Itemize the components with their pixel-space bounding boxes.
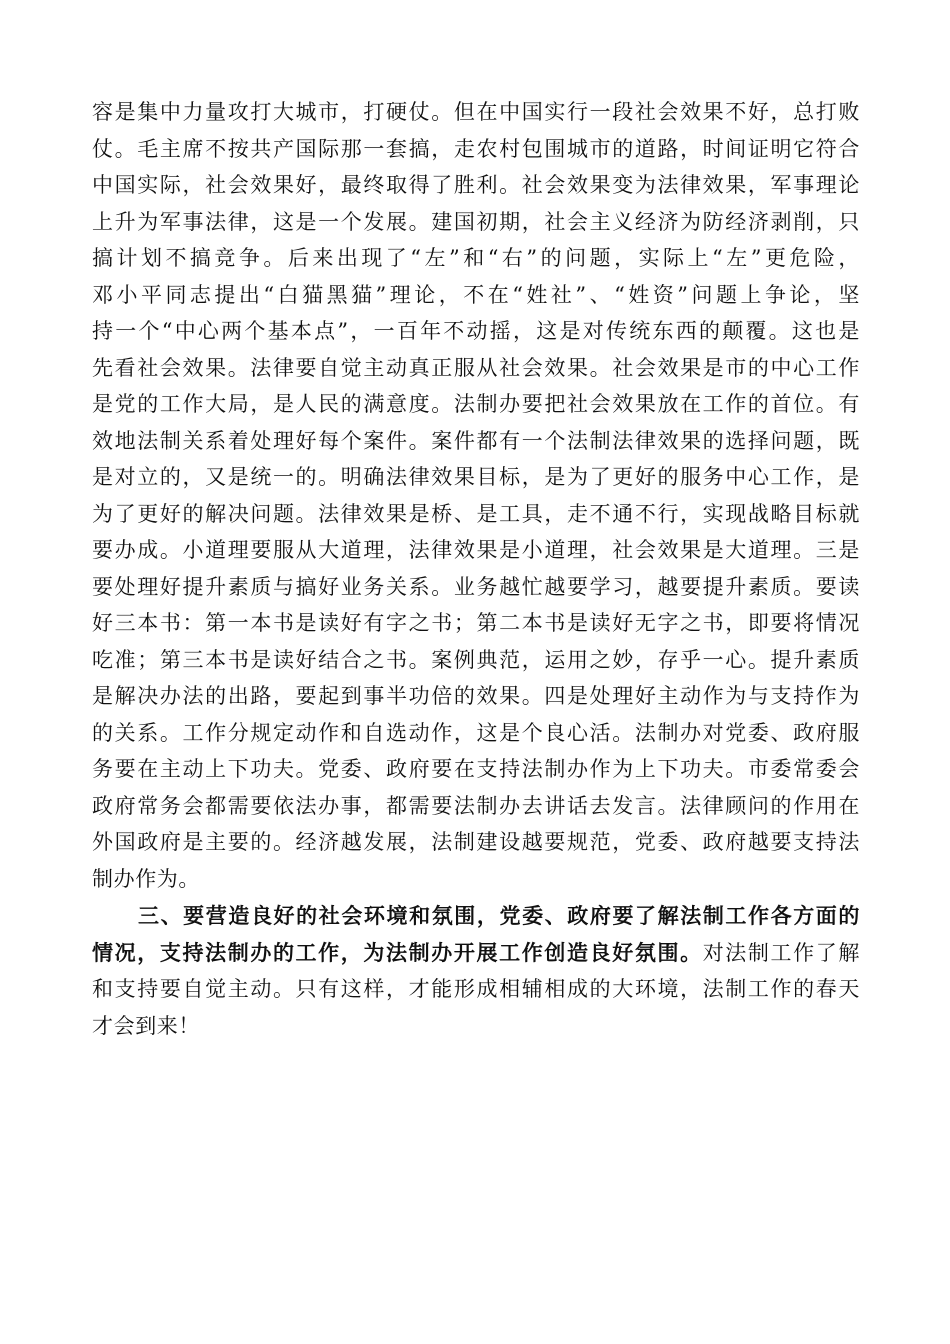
paragraph-line: 的关系。工作分规定动作和自选动作，这是个良心活。法制办对党委、政府服 [92,720,860,745]
paragraph-line: 上升为军事法律，这是一个发展。建国初期，社会主义经济为防经济剥削，只 [92,209,860,234]
paragraph-line: 邓小平同志提出“白猫黑猫”理论，不在“姓社”、“姓资”问题上争论，坚 [92,282,860,307]
paragraph-line: 和支持要自觉主动。只有这样，才能形成相辅相成的大环境，法制工作的春天 [92,977,860,1001]
paragraph-line: 好三本书：第一本书是读好有字之书；第二本书是读好无字之书，即要将情况 [92,611,860,635]
paragraph-line: 搞计划不搞竞争。后来出现了“左”和“右”的问题，实际上“左”更危险， [92,246,860,270]
paragraph-line: 效地法制关系着处理好每个案件。案件都有一个法制法律效果的选择问题，既 [92,428,860,453]
section-three-paragraph [92,898,860,1044]
paragraph-line: 中国实际，社会效果好，最终取得了胜利。社会效果变为法律效果，军事理论 [92,173,860,197]
section-mixed-line [92,935,860,972]
paragraph-line: 是党的工作大局，是人民的满意度。法制办要把社会效果放在工作的首位。有 [92,392,860,416]
paragraph-line: 是解决办法的出路，要起到事半功倍的效果。四是处理好主动作为与支持作为 [92,684,860,708]
paragraph-line: 是对立的，又是统一的。明确法律效果目标，是为了更好的服务中心工作，是 [92,465,860,489]
paragraph-line: 吃准；第三本书是读好结合之书。案例典范，运用之妙，存乎一心。提升素质 [92,647,860,672]
paragraph-line: 持一个“中心两个基本点”，一百年不动摇，这是对传统东西的颠覆。这也是 [92,319,860,343]
paragraph-line: 才会到来！ [92,1013,200,1038]
paragraph-line: 制办作为。 [92,866,200,891]
paragraph-line: 务要在主动上下功夫。党委、政府要在支持法制办作为上下功夫。市委常委会 [92,757,860,781]
section-body-text: 对法制工作了解 [702,940,860,965]
paragraph-line: 先看社会效果。法律要自觉主动真正服从社会效果。社会效果是市的中心工作 [92,355,860,380]
paragraph-line: 为了更好的解决问题。法律效果是桥、是工具，走不通不行，实现战略目标就 [92,501,860,526]
section-heading-line: 三、要营造良好的社会环境和氛围，党委、政府要了解法制工作各方面的 [138,903,860,928]
paragraph-line: 要办成。小道理要服从大道理，法律效果是小道理，社会效果是大道理。三是 [92,538,860,562]
paragraph-line: 政府常务会都需要依法办事，都需要法制办去讲话去发言。法律顾问的作用在 [92,793,860,818]
paragraph-body [92,94,860,897]
section-heading-continuation: 情况，支持法制办的工作，为法制办开展工作创造良好氛围。 [92,939,703,965]
paragraph-line: 仗。毛主席不按共产国际那一套搞，走农村包围城市的道路，时间证明它符合 [92,136,860,161]
paragraph-line: 外国政府是主要的。经济越发展，法制建设越要规范，党委、政府越要支持法 [92,830,860,854]
paragraph-line: 要处理好提升素质与搞好业务关系。业务越忙越要学习，越要提升素质。要读 [92,574,860,599]
paragraph-line: 容是集中力量攻打大城市，打硬仗。但在中国实行一段社会效果不好，总打败 [92,100,860,124]
